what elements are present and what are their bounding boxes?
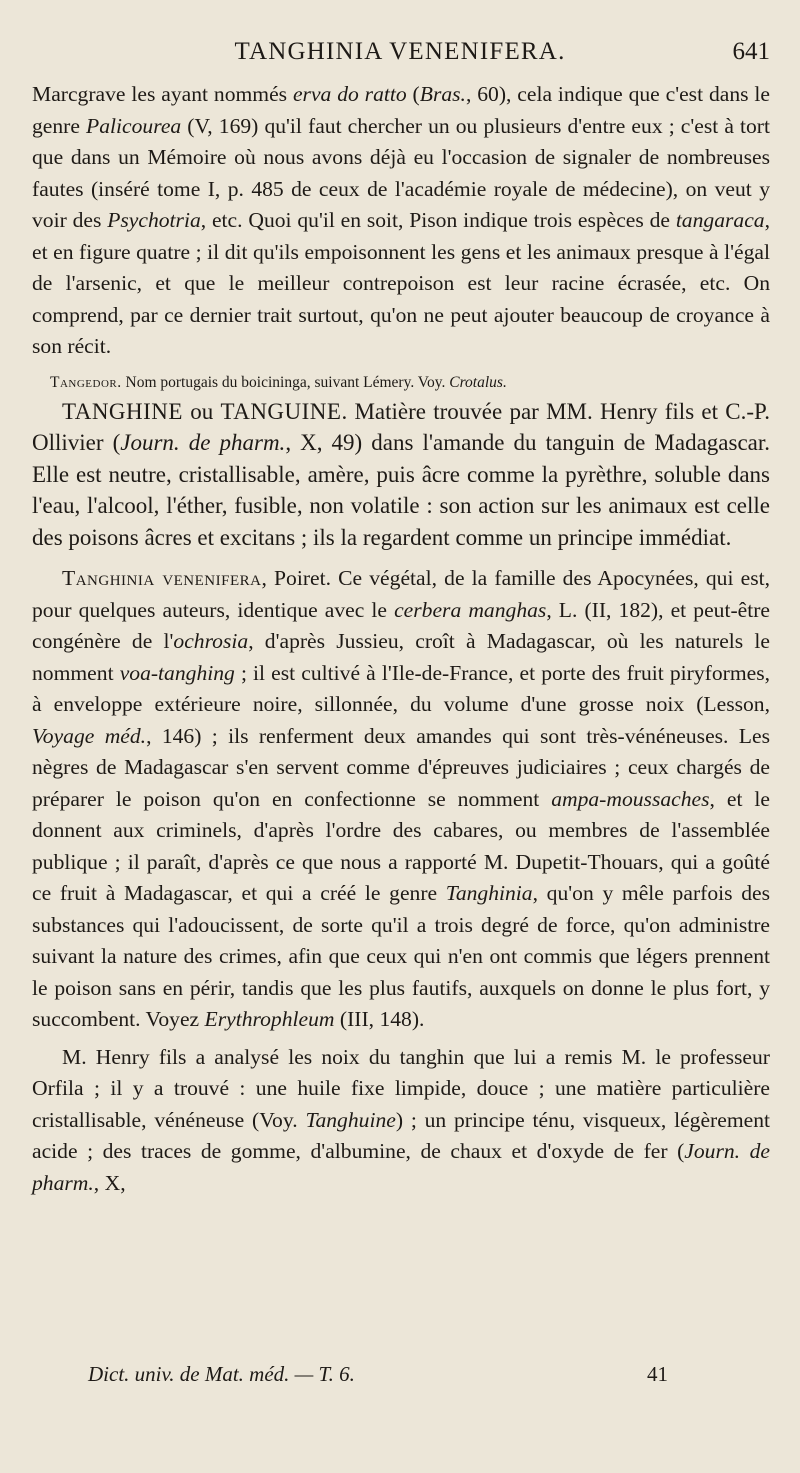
italic-run: Palicourea xyxy=(86,113,182,138)
text-run: ( xyxy=(406,82,420,106)
text-run: ou xyxy=(182,398,221,424)
text-run: , X, xyxy=(93,1170,126,1195)
text-run: Marcgrave les ayant nommés xyxy=(32,82,293,106)
text-run: , L. (II, 182), et peut-être congénère de l' xyxy=(32,597,770,653)
page-number: 641 xyxy=(732,38,770,65)
entry-headword: TANGHINE xyxy=(62,398,183,424)
italic-run: Voyage méd. xyxy=(32,723,147,748)
text-run: ; il est cultivé à l'Ile-de-France, et porte des fruit piryformes, à enveloppe extérieure noire, sillonnée, du volume d'une grosse noix (Lesson, xyxy=(32,660,770,716)
text-run: M. Henry fils a analysé les noix du tanghin que lui a remis M. le professeur Orfila ; il y a trouvé : une huile fixe limpide, douce ; une matière particulière cristallisable, vénéneuse (Voy. xyxy=(32,1044,770,1132)
text-run: , et le donnent aux criminels, d'après l'ordre des cabares, ou membres de l'assemblée publique ; il paraît, d'après ce que nous a rapporté M. Dupetit-Thouars, qui a goûté ce fruit à Madagascar, et qui a créé le genre xyxy=(32,786,770,905)
italic-run: Crotalus. xyxy=(449,373,507,391)
italic-run: cerbera manghas xyxy=(394,597,547,622)
entry-headword: Tangedor. xyxy=(50,373,122,391)
running-title: TANGHINIA VENENIFERA. xyxy=(234,38,566,65)
italic-run: Journ. de pharm. xyxy=(120,430,286,455)
running-header xyxy=(30,38,770,78)
text-run: ) ; un principe ténu, visqueux, légèrement acide ; des traces de gomme, d'albumine, de chaux et d'oxyde de fer ( xyxy=(32,1107,770,1163)
paragraph-henry-analysis xyxy=(32,1042,770,1200)
text-run: , d'après Jussieu, croît à Madagascar, où les naturels le nomment xyxy=(32,629,770,685)
italic-run: ochrosia xyxy=(173,629,249,653)
text-run: . Matière trouvée par MM. Henry fils et C.-P. Ollivier ( xyxy=(32,398,771,455)
footer-volume-line: Dict. univ. de Mat. méd. — T. 6. xyxy=(88,1362,355,1386)
italic-run: erva do ratto xyxy=(292,82,407,106)
italic-run: tangaraca xyxy=(675,208,765,232)
text-run: Nom portugais du boicininga, suivant Lémery. Voy. xyxy=(121,373,450,391)
text-run: , 146) ; ils renferment deux amandes qui sont très-vénéneuses. Les nègres de Madagascar s'en servent comme d'épreuves judiciaires ; ceux chargés de préparer le poison qu'on en confectionne se nomment xyxy=(32,723,770,811)
paragraph-tangaraca-continued xyxy=(32,79,770,363)
page-footer xyxy=(88,1362,668,1387)
italic-run: Erythrophleum xyxy=(204,1007,335,1031)
text-run: (III, 148). xyxy=(334,1007,425,1031)
italic-run: Journ. de pharm. xyxy=(32,1139,771,1195)
text-run: , Poiret. Ce végétal, de la famille des Apocynées, qui est, pour quelques auteurs, identique avec le xyxy=(32,566,771,622)
entry-tanghinia-venenifera xyxy=(32,563,770,1036)
signature-mark: 41 xyxy=(647,1362,668,1386)
entry-headword: Tanghinia venenifera xyxy=(62,566,262,590)
page-body xyxy=(32,79,770,1199)
text-run: , et en figure quatre ; il dit qu'ils empoisonnent les gens et les animaux presque à l'égal de l'arsenic, et que le meilleur contrepoison est leur racine écrasée, etc. On comprend, par ce dernier trait surtout, qu'on ne peut ajouter beaucoup de croyance à son récit. xyxy=(32,208,770,358)
text-run: , qu'on y mêle parfois des substances qui l'adoucissent, de sorte qu'il a trois degré de force, qu'on administre suivant la nature des crimes, afin que ceux qui n'en ont commis que légers prennent le poison sans en périr, tandis que les plus fautifs, auxquels on donne le plus fort, y succombent. Voyez xyxy=(32,881,770,1031)
entry-headword-variant: TANGUINE xyxy=(220,398,342,424)
italic-run: Psychotria xyxy=(107,208,201,232)
text-run: , etc. Quoi qu'il en soit, Pison indique trois espèces de xyxy=(200,208,676,232)
italic-run: Tanghinia xyxy=(445,881,533,905)
italic-run: ampa-moussaches xyxy=(551,786,710,811)
italic-run: Tanghuine xyxy=(305,1107,396,1132)
text-run: (V, 169) qu'il faut chercher un ou plusieurs d'entre eux ; c'est à tort que dans un Mémoire où nous avons déjà eu l'occasion de signaler de nombreuses fautes (inséré tome I, p. 485 de ceux de l'académie royale de médecine), on veut y voir des xyxy=(32,113,770,232)
text-run: , 60), cela indique que c'est dans le genre xyxy=(32,82,771,138)
entry-tanghine xyxy=(32,396,770,554)
text-run: , X, 49) dans l'amande du tanguin de Madagascar. Elle est neutre, cristallisable, amère, puis âcre comme la pyrèthre, soluble dans l'eau, l'alcool, l'éther, fusible, non volatile : son action sur les animaux est celle des poisons âcres et excitans ; ils la regardent comme un principe immédiat. xyxy=(32,430,771,550)
italic-run: Bras. xyxy=(419,82,466,106)
entry-tangedor xyxy=(32,369,770,396)
italic-run: voa-tanghing xyxy=(119,660,235,685)
